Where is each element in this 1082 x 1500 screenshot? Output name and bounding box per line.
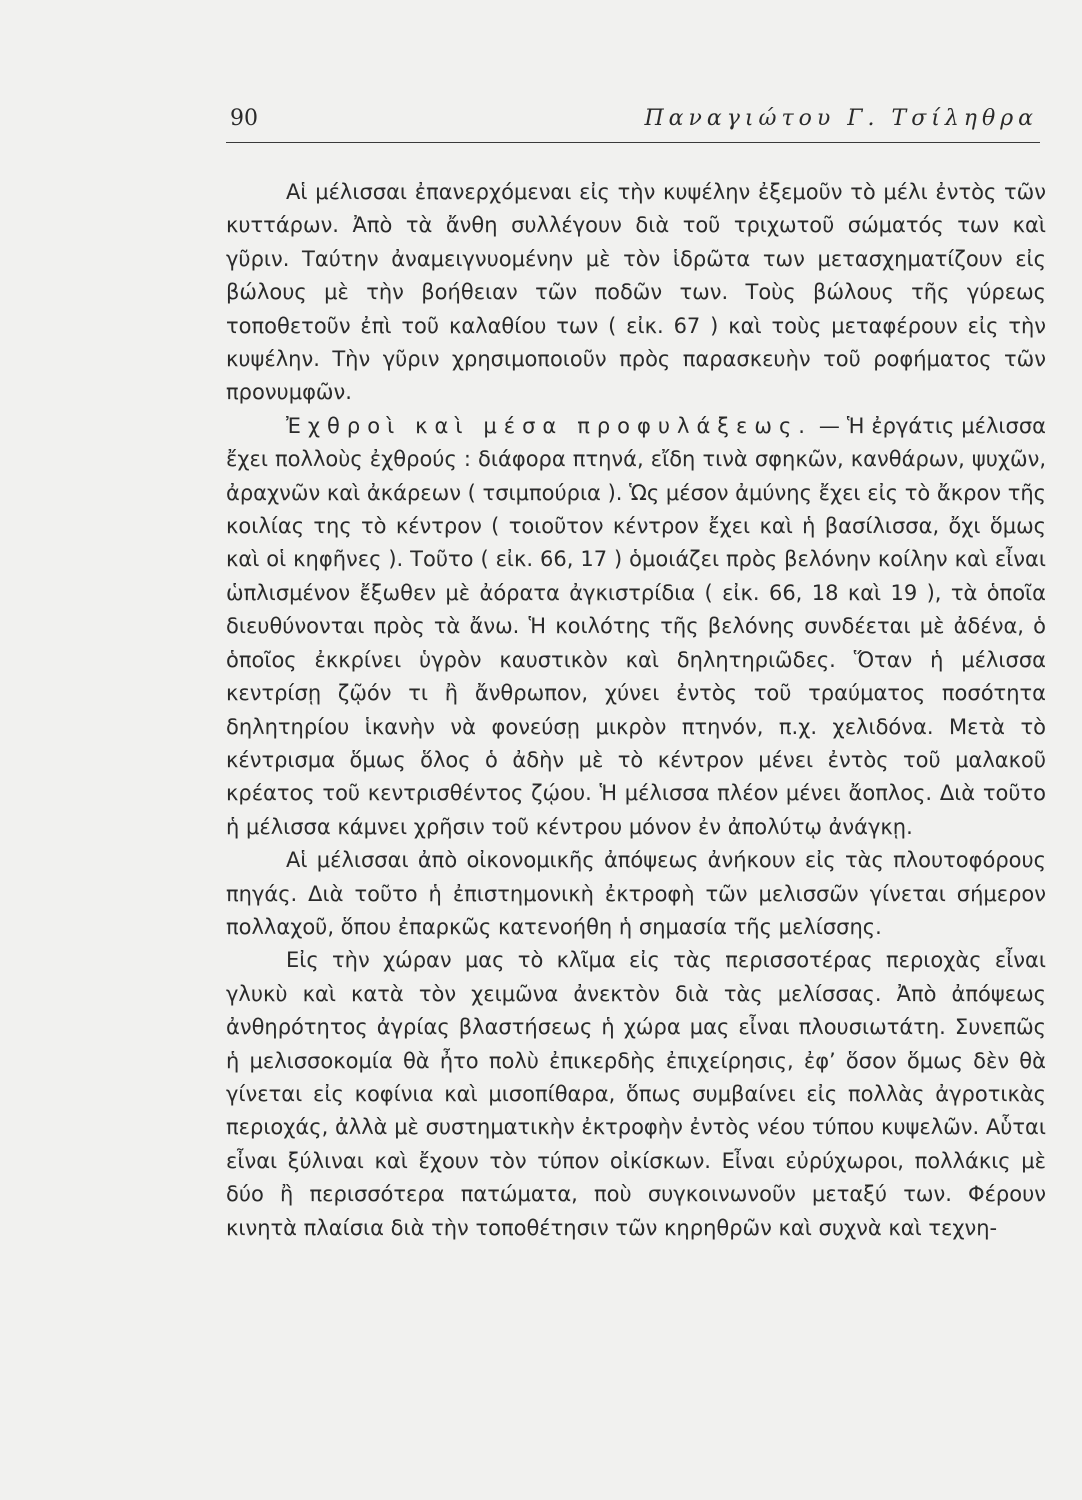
paragraph-economic-value: Αἱ μέλισσαι ἀπὸ οἰκονομικῆς ἀπόψεως ἀνήκουν εἰς τὰς πλουτοφόρους πηγάς. Διὰ τοῦτο ἡ ἐπιστημονικὴ ἐκτροφὴ τῶν μελισσῶν γίνεται σήμερον πολλαχοῦ, ὅπου ἐπαρκῶς κατενοήθη ἡ σημασία τῆς μελίσσης. xyxy=(226,848,1046,939)
paragraph-honey-pollen: Αἱ μέλισσαι ἐπανερχόμεναι εἰς τὴν κυψέλην ἐξεμοῦν τὸ μέλι ἐντὸς τῶν κυττάρων. Ἀπὸ τὰ ἄνθη συλλέγουν διὰ τοῦ τριχωτοῦ σώματός των καὶ γῦριν. Ταύτην ἀναμειγνυομένην μὲ τὸν ἱδρῶτα των μετασχηματίζουν εἰς βώλους μὲ τὴν βοήθειαν τῶν ποδῶν των. Τοὺς βώλους τῆς γύρεως τοποθετοῦν ἐπὶ τοῦ καλαθίου των ( εἰκ. 67 ) καὶ τοὺς μεταφέρουν εἰς τὴν κυψέλην. Τὴν γῦριν χρησιμοποιοῦν πρὸς παρασκευὴν τοῦ ροφήματος τῶν προνυμφῶν. xyxy=(226,180,1046,405)
page-header xyxy=(226,104,1040,143)
paragraph-beekeeping-greece: Εἰς τὴν χώραν μας τὸ κλῖμα εἰς τὰς περισσοτέρας περιοχὰς εἶναι γλυκὺ καὶ κατὰ τὸν χειμῶνα ἀνεκτὸν διὰ τὰς μελίσσας. Ἀπὸ ἀπόψεως ἀνθηρότητος ἀγρίας βλαστήσεως ἡ χώρα μας εἶναι πλουσιωτάτη. Συνεπῶς ἡ μελισσοκομία θὰ ἦτο πολὺ ἐπικερδὴς ἐπιχείρησις, ἐφ’ ὅσον ὅμως δὲν θὰ γίνεται εἰς κοφίνια καὶ μισοπίθαρα, ὅπως συμβαίνει εἰς πολλὰς ἀγροτικὰς περιοχάς, ἀλλὰ μὲ συστηματικὴν ἐκτροφὴν ἐντὸς νέου τύπου κυψελῶν. Αὗται εἶναι ξύλιναι καὶ ἔχουν τὸν τύπον οἰκίσκων. Εἶναι εὐρύχωροι, πολλάκις μὲ δύο ἢ περισσότερα πατώματα, ποὺ συγκοινωνοῦν μεταξύ των. Φέρουν κινητὰ πλαίσια διὰ τὴν τοποθέτησιν τῶν κηρηθρῶν καὶ συχνὰ καὶ τεχνη- xyxy=(226,948,1046,1240)
body-text xyxy=(226,176,1046,1245)
paragraph-enemies-body: — Ἡ ἐργάτις μέλισσα ἔχει πολλοὺς ἐχθρούς : διάφορα πτηνά, εἴδη τινὰ σφηκῶν, κανθάρων, ψυχῶν, ἀραχνῶν καὶ ἀκάρεων ( τσιμπούρια ). Ὡς μέσον ἀμύνης ἔχει εἰς τὸ ἄκρον τῆς κοιλίας της τὸ κέντρον ( τοιοῦτον κέντρον ἔχει καὶ ἡ βασίλισσα, ὄχι ὅμως καὶ οἱ κηφῆνες ). Τοῦτο ( εἰκ. 66, 17 ) ὁμοιάζει πρὸς βελόνην κοίλην καὶ εἶναι ὡπλισμένον ἔξωθεν μὲ ἀόρατα ἀγκιστρίδια ( εἰκ. 66, 18 καὶ 19 ), τὰ ὁποῖα διευθύνονται πρὸς τὰ ἄνω. Ἡ κοιλότης τῆς βελόνης συνδέεται μὲ ἀδένα, ὁ ὁποῖος ἐκκρίνει ὑγρὸν καυστικὸν καὶ δηλητηριῶδες. Ὅταν ἡ μέλισσα κεντρίσῃ ζῷόν τι ἢ ἄνθρωπον, χύνει ἐντὸς τοῦ τραύματος ποσότητα δηλητηρίου ἱκανὴν νὰ φονεύσῃ μικρὸν πτηνόν, π.χ. χελιδόνα. Μετὰ τὸ κέντρισμα ὅμως ὅλος ὁ ἀδὴν μὲ τὸ κέντρον μένει ἐντὸς τοῦ μαλακοῦ κρέατος τοῦ κεντρισθέντος ζῴου. Ἡ μέλισσα πλέον μένει ἄοπλος. Διὰ τοῦτο ἡ μέλισσα κάμνει χρῆσιν τοῦ κέντρου μόνον ἐν ἀπολύτῳ ἀνάγκῃ. xyxy=(226,413,1047,839)
paragraph-enemies xyxy=(226,410,1046,844)
running-head: Παναγιώτου Γ. Τσίληθρα xyxy=(644,106,1038,131)
page-number: 90 xyxy=(230,106,258,131)
section-heading-enemies: Ἐχθροὶ καὶ μέσα προφυλάξεως. xyxy=(286,413,812,438)
